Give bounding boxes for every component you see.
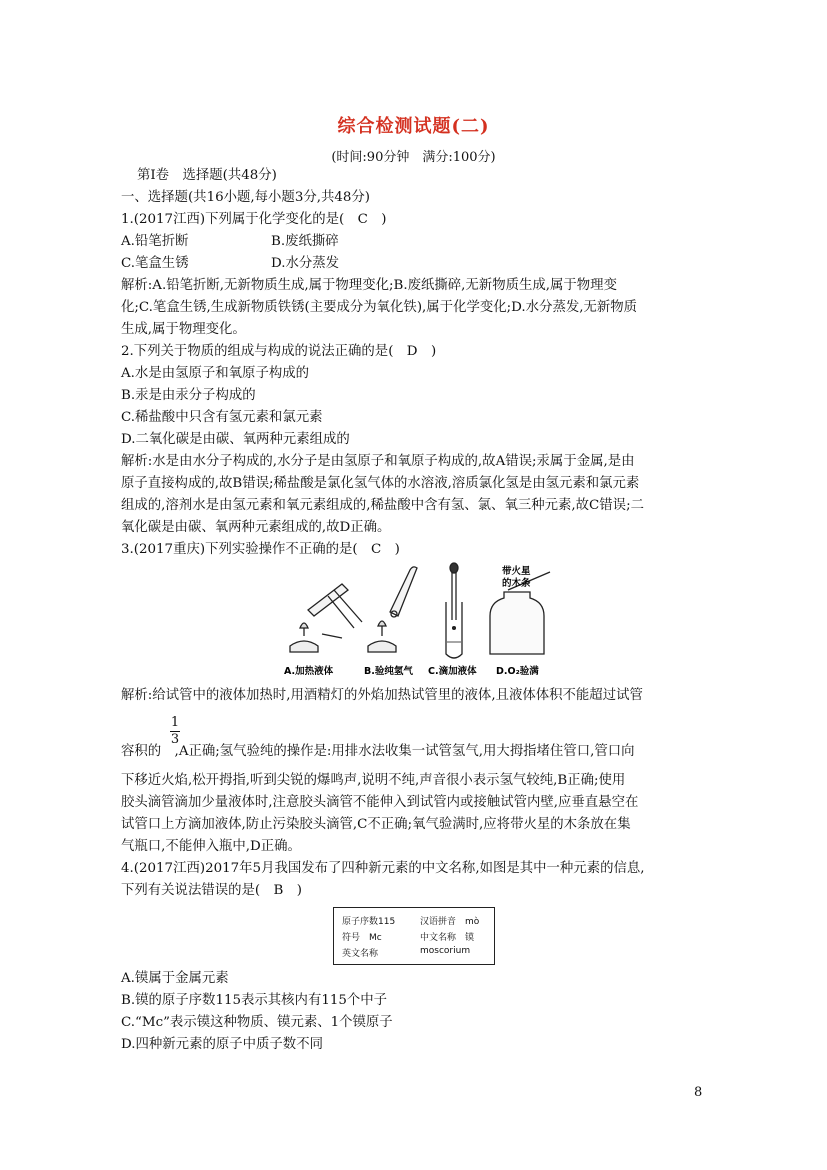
fig-caption-b: B.验纯氢气 <box>364 666 413 677</box>
q3-figure <box>282 562 562 680</box>
fraction-numerator: 1 <box>170 715 180 730</box>
q4-option: A.镆属于金属元素 <box>121 971 229 986</box>
q2-option: D.二氧化碳是由碳、氧两种元素组成的 <box>121 432 350 447</box>
q2-analysis-line: 氧化碳是由碳、氧两种元素组成的,故D正确。 <box>121 520 391 535</box>
q3-analysis-line: 试管口上方滴加液体,防止污染胶头滴管,C不正确;氧气验满时,应将带火星的木条放在集 <box>121 817 631 832</box>
q1-analysis-line: 解析:A.铅笔折断,无新物质生成,属于物理变化;B.废纸撕碎,无新物质生成,属于物理变 <box>121 278 617 293</box>
q4-stem: 4.(2017江西)2017年5月我国发布了四种新元素的中文名称,如图是其中一种元素的信息, <box>121 861 645 876</box>
q2-stem: 2.下列关于物质的组成与构成的说法正确的是( D ) <box>121 344 437 359</box>
section-header: 第Ⅰ卷 选择题(共48分) <box>137 168 277 183</box>
dropper-drawing <box>446 563 462 658</box>
q3-analysis-line: 下移近火焰,松开拇指,听到尖锐的爆鸣声,说明不纯,声音很小表示氢气较纯,B正确;使用 <box>121 773 626 788</box>
q3-analysis-line: 容积的 ,A正确;氢气验纯的操作是:用排水法收集一试管氢气,用大拇指堵住管口,管口向 <box>121 744 635 759</box>
q1-option-a: A.铅笔折断 <box>121 234 189 249</box>
element-english-name: moscorium <box>420 946 471 956</box>
fig-caption-a: A.加热液体 <box>284 666 334 677</box>
q1-analysis-line: 生成,属于物理变化。 <box>121 322 246 337</box>
q4-stem: 下列有关说法错误的是( B ) <box>121 883 302 898</box>
page-number: 8 <box>694 1085 703 1100</box>
part-header: 一、选择题(共16小题,每小题3分,共48分) <box>121 190 371 205</box>
fraction-denominator: 3 <box>170 732 180 747</box>
q4-option: B.镆的原子序数115表示其核内有115个中子 <box>121 993 388 1008</box>
fig-label-line1: 带火星 <box>502 566 531 577</box>
page-subtitle: (时间:90分钟 满分:100分) <box>331 150 496 165</box>
page-title: 综合检测试题(二) <box>337 116 490 137</box>
q1-stem: 1.(2017江西)下列属于化学变化的是( C ) <box>121 212 387 227</box>
q2-analysis-line: 解析:水是由水分子构成的,水分子是由氢原子和氧原子构成的,故A错误;汞属于金属,是由 <box>121 454 635 469</box>
q3-analysis-line: 胶头滴管滴加少量液体时,注意胶头滴管不能伸入到试管内或接触试管内壁,应垂直悬空在 <box>121 795 639 810</box>
fig-caption-c: C.滴加液体 <box>428 666 477 677</box>
hydrogen-test-drawing <box>368 567 417 652</box>
q4-option: D.四种新元素的原子中质子数不同 <box>121 1037 323 1052</box>
element-atomic-number: 原子序数115 <box>342 917 396 927</box>
experiment-illustration <box>282 562 562 680</box>
q2-option: C.稀盐酸中只含有氢元素和氯元素 <box>121 410 323 425</box>
q3-stem: 3.(2017重庆)下列实验操作不正确的是( C ) <box>121 542 400 557</box>
element-english-label: 英文名称 <box>342 949 379 959</box>
element-card <box>333 907 495 965</box>
heating-setup-drawing <box>290 584 362 652</box>
q1-analysis-line: 化;C.笔盒生锈,生成新物质铁锈(主要成分为氧化铁),属于化学变化;D.水分蒸发,无新物质 <box>121 300 638 315</box>
element-pinyin: 汉语拼音 mò <box>420 917 480 927</box>
q3-analysis-line: 解析:给试管中的液体加热时,用酒精灯的外焰加热试管里的液体,且液体体积不能超过试管 <box>121 688 643 703</box>
q3-analysis-line: 气瓶口,不能伸入瓶中,D正确。 <box>121 839 301 854</box>
fig-label-line2: 的木条 <box>502 578 531 589</box>
fig-caption-d: D.O₂验满 <box>496 666 539 677</box>
q2-option: B.汞是由汞分子构成的 <box>121 388 256 403</box>
q2-analysis-line: 原子直接构成的,故B错误;稀盐酸是氯化氢气体的水溶液,溶质氯化氢是由氢元素和氯元素 <box>121 476 640 491</box>
q1-option-c: C.笔盒生锈 <box>121 256 189 271</box>
q4-option: C.“Mc”表示镆这种物质、镆元素、1个镆原子 <box>121 1015 393 1030</box>
q2-option: A.水是由氢原子和氧原子构成的 <box>121 366 310 381</box>
element-chinese-name: 中文名称 镆 <box>420 933 475 943</box>
q1-option-b: B.废纸撕碎 <box>271 234 339 249</box>
q2-analysis-line: 组成的,溶剂水是由氢元素和氧元素组成的,稀盐酸中含有氢、氯、氧三种元素,故C错误;二 <box>121 498 644 513</box>
q1-option-d: D.水分蒸发 <box>271 256 340 271</box>
element-symbol: 符号 Mc <box>342 933 382 943</box>
